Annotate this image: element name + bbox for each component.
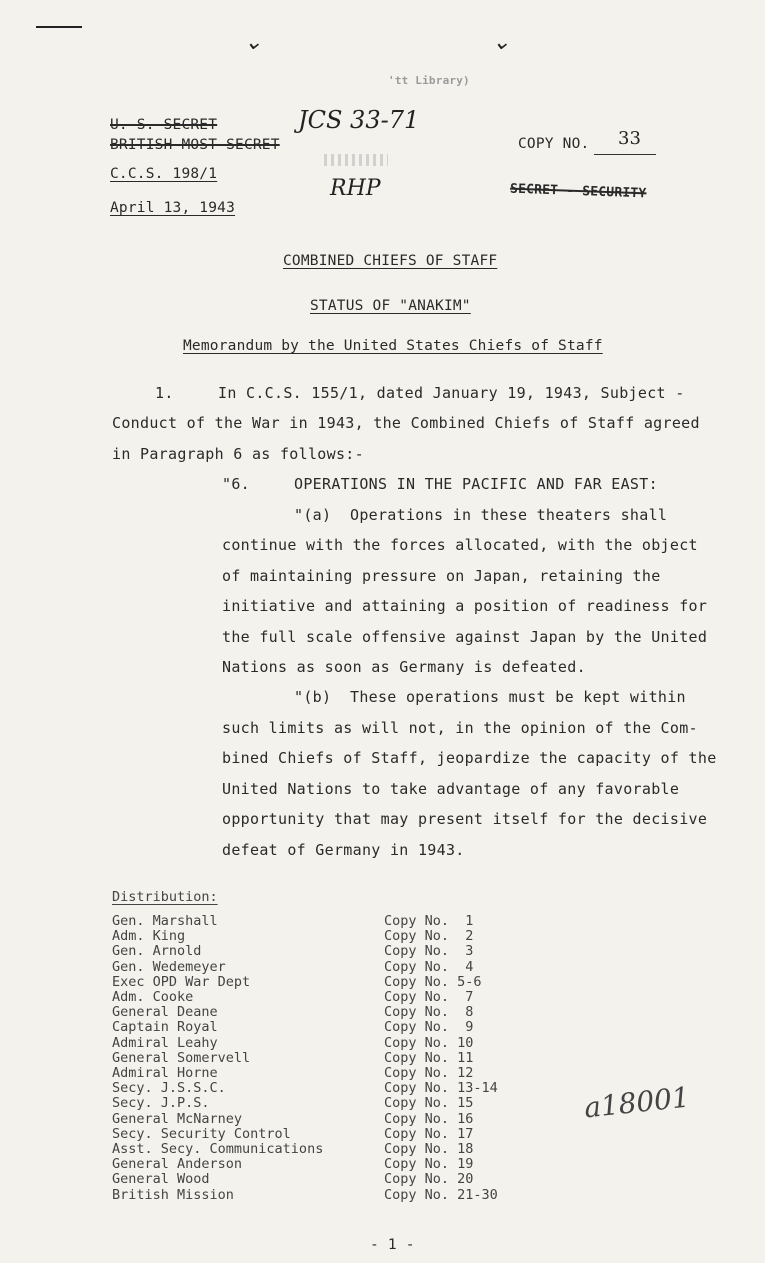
distribution-copy-number: Copy No. 9: [384, 1019, 474, 1036]
quote-a-line-4: initiative and attaining a position of readiness for: [222, 597, 708, 615]
copy-number-value: 33: [618, 128, 641, 149]
classification-british: BRITISH MOST SECRET: [110, 137, 280, 153]
paragraph-1-line-1: In C.C.S. 155/1, dated January 19, 1943, Subject -: [218, 384, 685, 402]
paragraph-1-line-3: in Paragraph 6 as follows:-: [112, 445, 364, 463]
paragraph-1-line-2: Conduct of the War in 1943, the Combined Chiefs of Staff agreed: [112, 414, 700, 432]
quote-b-line-1: "(b) These operations must be kept within: [294, 688, 686, 706]
distribution-copy-number: Copy No. 4: [384, 958, 474, 975]
copy-number-label: COPY NO.: [518, 136, 590, 152]
distribution-copy-number: Copy No. 1: [384, 913, 474, 929]
handwritten-jcs-ref: JCS 33-71: [298, 106, 420, 134]
quote-b-line-3: bined Chiefs of Staff, jeopardize the capacity of the: [222, 749, 717, 767]
distribution-copy-number: Copy No. 21-30: [384, 1186, 498, 1203]
distribution-recipient: Gen. Marshall: [112, 913, 218, 929]
distribution-copy-number: Copy No. 7: [384, 989, 474, 1005]
classification-us: U. S. SECRET: [110, 117, 218, 133]
distribution-copy-number: Copy No. 2: [384, 928, 474, 945]
quote-a-line-2: continue with the forces allocated, with the object: [222, 536, 698, 554]
distribution-recipient: Admiral Leahy: [112, 1034, 218, 1051]
distribution-recipient: Gen. Arnold: [112, 943, 202, 960]
quote-a-line-3: of maintaining pressure on Japan, retaining the: [222, 567, 661, 585]
distribution-copy-number: Copy No. 8: [384, 1004, 474, 1021]
distribution-recipient: British Mission: [112, 1186, 234, 1203]
distribution-heading: Distribution:: [112, 889, 218, 905]
distribution-copy-number: Copy No. 5-6: [384, 973, 482, 990]
quote-a-line-5: the full scale offensive against Japan by the United: [222, 628, 708, 646]
page-number: - 1 -: [370, 1237, 415, 1253]
distribution-recipient: General Anderson: [112, 1156, 243, 1173]
distribution-recipient: General Somervell: [112, 1049, 251, 1066]
org-title: COMBINED CHIEFS OF STAFF: [283, 253, 498, 269]
quote-b-line-5: opportunity that may present itself for the decisive: [222, 810, 708, 828]
distribution-recipient: General McNarney: [112, 1110, 243, 1127]
distribution-copy-number: Copy No. 18: [384, 1141, 474, 1157]
distribution-copy-number: Copy No. 17: [384, 1125, 474, 1142]
top-left-rule: [36, 26, 82, 28]
distribution-recipient: Captain Royal: [112, 1019, 218, 1036]
distribution-copy-number: Copy No. 16: [384, 1110, 474, 1127]
subject-title: STATUS OF "ANAKIM": [310, 298, 471, 314]
quote-a-line-6: Nations as soon as Germany is defeated.: [222, 658, 586, 676]
distribution-copy-number: Copy No. 15: [384, 1095, 474, 1112]
quote-b-line-4: United Nations to take advantage of any favorable: [222, 780, 680, 798]
ccs-number: C.C.S. 198/1: [110, 166, 218, 182]
distribution-recipient: General Deane: [112, 1004, 218, 1021]
check-mark-left: ⌄: [244, 30, 263, 55]
distribution-recipient: Admiral Horne: [112, 1065, 218, 1081]
distribution-copy-number: Copy No. 10: [384, 1034, 474, 1051]
distribution-copy-number: Copy No. 13-14: [384, 1080, 498, 1097]
quote-heading: OPERATIONS IN THE PACIFIC AND FAR EAST:: [294, 475, 658, 493]
memo-title: Memorandum by the United States Chiefs of Staff: [183, 338, 603, 354]
distribution-recipient: General Wood: [112, 1171, 210, 1188]
security-stamp: SECRET - SECURITY: [509, 181, 647, 202]
distribution-recipient: Exec OPD War Dept: [112, 973, 251, 990]
distribution-copy-number: Copy No. 12: [384, 1065, 474, 1081]
document-date: April 13, 1943: [110, 200, 236, 216]
copy-number-underline: [594, 154, 656, 155]
handwritten-initials: RHP: [330, 176, 381, 201]
quote-b-line-6: defeat of Germany in 1943.: [222, 841, 465, 859]
distribution-recipient: Adm. Cooke: [112, 989, 194, 1005]
distribution-copy-number: Copy No. 3: [384, 943, 474, 960]
distribution-copy-number: Copy No. 20: [384, 1171, 474, 1188]
quote-number: "6.: [222, 475, 250, 493]
distribution-recipient: Secy. J.P.S.: [112, 1095, 210, 1112]
quote-b-line-2: such limits as will not, in the opinion of the Com-: [222, 719, 698, 737]
distribution-recipient: Secy. Security Control: [112, 1125, 291, 1142]
distribution-copy-number: Copy No. 11: [384, 1049, 474, 1066]
distribution-copy-number: Copy No. 19: [384, 1156, 474, 1173]
paragraph-1-number: 1.: [155, 384, 174, 402]
distribution-recipient: Secy. J.S.S.C.: [112, 1080, 226, 1097]
distribution-recipient: Asst. Secy. Communications: [112, 1141, 324, 1157]
quote-a-line-1: "(a) Operations in these theaters shall: [294, 506, 668, 524]
distribution-recipient: Adm. King: [112, 928, 186, 945]
library-stamp: 'tt Library): [388, 74, 470, 87]
check-mark-right: ⌄: [492, 30, 511, 55]
faint-stamp: [324, 154, 388, 166]
handwritten-archive-number: a18001: [582, 1080, 692, 1125]
distribution-recipient: Gen. Wedemeyer: [112, 958, 226, 975]
